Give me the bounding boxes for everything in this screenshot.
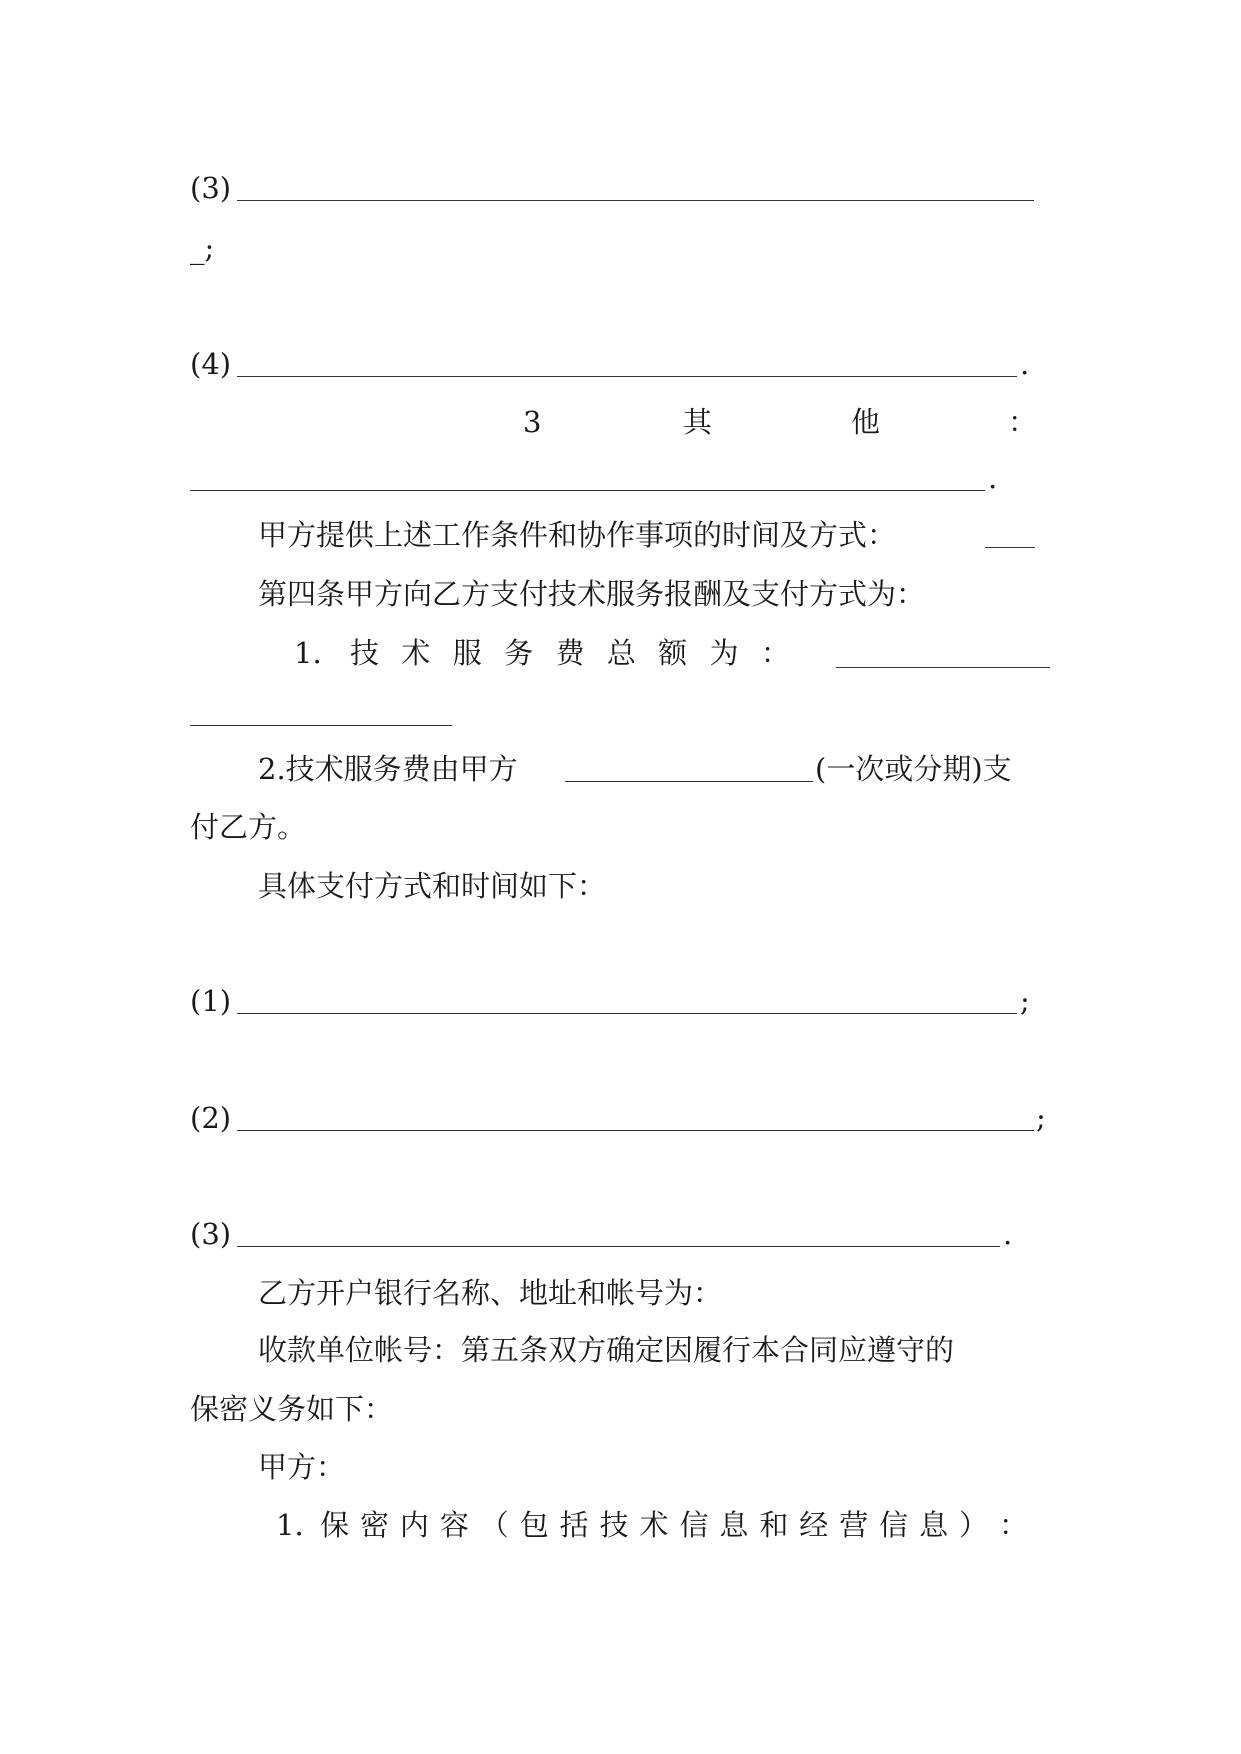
secret-content-char: 容 (439, 1508, 469, 1542)
fee-total-blank-2 (190, 725, 452, 726)
secret-content-char: ） (959, 1508, 989, 1542)
secret-content-number: 1. (276, 1508, 304, 1542)
work-conditions-blank (985, 547, 1035, 548)
secret-content-char: 术 (639, 1508, 669, 1542)
list-b-item-3-label: (3) (190, 1217, 232, 1251)
fee-total-char: ： (760, 636, 790, 670)
fee-total-label (350, 633, 790, 673)
other-number: 3 (523, 405, 542, 439)
secret-content-char: 技 (599, 1508, 629, 1542)
fee-total-blank-1 (836, 667, 1050, 668)
article-4-heading: 第四条甲方向乙方支付技术服务报酬及支付方式为： (258, 577, 926, 611)
other-end: . (988, 461, 998, 495)
secret-content-char: 密 (359, 1508, 389, 1542)
secret-content-char: 括 (559, 1508, 589, 1542)
list-a-item-3-blank (237, 200, 1034, 201)
list-b-item-1-end: ; (1020, 984, 1030, 1018)
fee-method-prefix: 2.技术服务费由甲方 (258, 752, 518, 786)
list-a-item-4-end: . (1020, 347, 1030, 381)
secret-content-char: 经 (799, 1508, 829, 1542)
secret-content-char: 信 (879, 1508, 909, 1542)
list-b-item-1-label: (1) (190, 984, 232, 1018)
fee-total-char: 服 (452, 636, 482, 670)
secret-content-char: 营 (839, 1508, 869, 1542)
secret-content-char: 息 (719, 1508, 749, 1542)
list-a-item-3-end: _; (190, 231, 215, 265)
fee-total-char: 为 (709, 636, 739, 670)
bank-info-paragraph: 乙方开户银行名称、地址和帐号为： (258, 1276, 723, 1310)
other-char-2: 他 (851, 405, 881, 439)
secret-content-char: 和 (759, 1508, 789, 1542)
list-a-item-3-label: (3) (190, 171, 232, 205)
list-b-item-1-blank (237, 1013, 1017, 1014)
list-b-item-2-blank (237, 1130, 1034, 1131)
secret-content-char: （ (479, 1508, 509, 1542)
fee-total-char: 术 (401, 636, 431, 670)
secret-content-char: 内 (399, 1508, 429, 1542)
fee-total-char: 务 (504, 636, 534, 670)
article-5-line-1: 收款单位帐号：第五条双方确定因履行本合同应遵守的 (258, 1333, 955, 1367)
list-a-item-4-blank (237, 376, 1017, 377)
fee-total-char: 额 (658, 636, 688, 670)
fee-method-continuation: 付乙方。 (190, 810, 307, 844)
secret-content-char: 包 (519, 1508, 549, 1542)
payment-detail-heading: 具体支付方式和时间如下： (258, 869, 607, 903)
list-b-item-3-blank (237, 1246, 1000, 1247)
fee-total-char: 技 (350, 636, 380, 670)
other-colon: ： (1008, 405, 1038, 439)
list-b-item-2-end: ; (1036, 1101, 1046, 1135)
fee-method-blank (565, 781, 813, 782)
list-a-item-4-label: (4) (190, 347, 232, 381)
list-b-item-2-label: (2) (190, 1101, 232, 1135)
secret-content-char: ： (998, 1508, 1028, 1542)
secret-content-label (320, 1505, 1028, 1545)
work-conditions-paragraph: 甲方提供上述工作条件和协作事项的时间及方式： (258, 518, 897, 552)
fee-total-char: 总 (606, 636, 636, 670)
fee-total-char: 费 (555, 636, 585, 670)
article-5-line-2: 保密义务如下： (190, 1392, 394, 1426)
secret-content-char: 息 (919, 1508, 949, 1542)
secret-content-char: 信 (679, 1508, 709, 1542)
fee-method-suffix: (一次或分期)支 (815, 752, 1012, 786)
secret-content-char: 保 (320, 1508, 350, 1542)
other-char-1: 其 (683, 405, 713, 439)
party-a-heading: 甲方： (258, 1450, 346, 1484)
fee-total-number: 1. (294, 636, 322, 670)
other-blank (190, 490, 985, 491)
list-b-item-3-end: . (1003, 1217, 1013, 1251)
